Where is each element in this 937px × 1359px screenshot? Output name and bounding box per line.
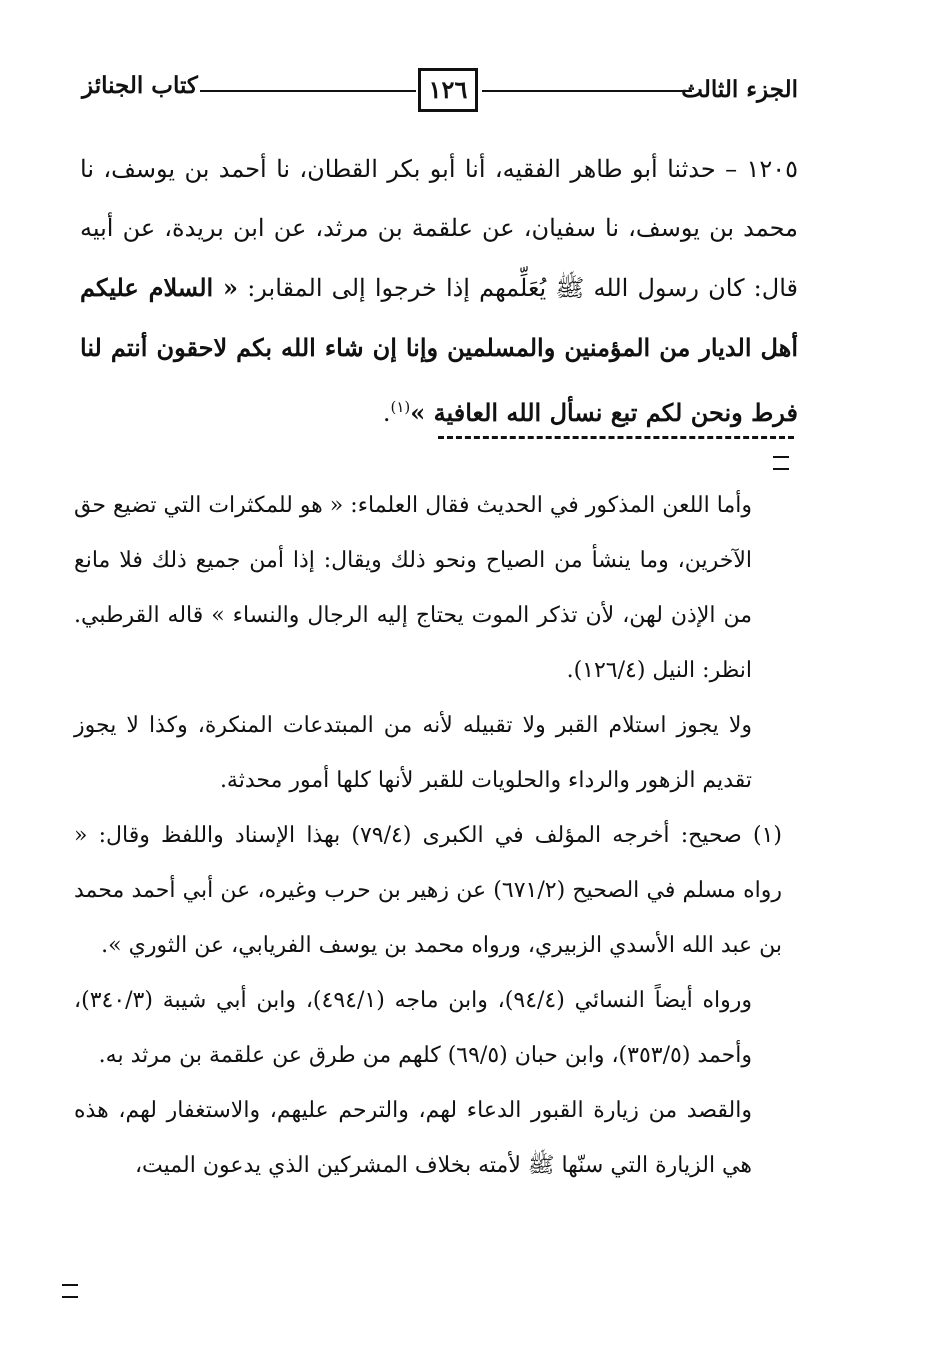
continuation-mark-bottom [62, 1284, 78, 1298]
hadith-paragraph [80, 140, 798, 443]
footnote-1-sources: ورواه أيضاً النسائي (٩٤/٤)، وابن ماجه (٤٩٤/١)، وابن أبي شيبة (٣٤٠/٣)، وأحمد (٣٥٣/٥)، وابن حبان (٦٩/٥) كلهم من طرق عن علقمة بن مرثد به. [74, 988, 752, 1068]
book-chapter-title: كتاب الجنائز [82, 72, 198, 99]
main-text [80, 140, 798, 443]
header-rule-left [200, 90, 416, 92]
footnote-ref: (١) [390, 398, 411, 416]
footnote-1: (١) صحيح: أخرجه المؤلف في الكبرى (٧٩/٤) بهذا الإسناد واللفظ وقال: « رواه مسلم في الصحيح (٦٧١/٢) عن زهير بن حرب وغيره، عن أبي أحمد محمد بن عبد الله الأسدي الزبيري، ورواه محمد بن يوسف الفريابي، عن الثوري ». [74, 823, 782, 958]
hadith-text: « السلام عليكم أهل الديار من المؤمنين والمسلمين وإنا إن شاء الله بكم لاحقون أنتم لنا فرط ونحن لكم تبع نسأل الله العافية » [80, 273, 798, 427]
footnote-ruling: ولا يجوز استلام القبر ولا تقبيله لأنه من المبتدعات المنكرة، وكذا لا يجوز تقديم الزهور والرداء والحلويات للقبر لأنها كلها أمور محدثة. [74, 713, 752, 793]
volume-title: الجزء الثالث [681, 76, 798, 103]
footnote-visit-purpose: والقصد من زيارة القبور الدعاء لهم، والترحم عليهم، والاستغفار لهم، هذه هي الزيارة التي سنّها ﷺ لأمته بخلاف المشركين الذي يدعون الميت، [74, 1098, 752, 1178]
footnotes [74, 478, 782, 1193]
hadith-end: . [382, 399, 391, 427]
footnote-continued: وأما اللعن المذكور في الحديث فقال العلماء: « هو للمكثرات التي تضيع حق الآخرين، وما ينشأ من الصياح ونحو ذلك ويقال: إذا أمن جميع ذلك فلا مانع من الإذن لهن، لأن تذكر الموت يحتاج إليه الرجال والنساء » قاله القرطبي. انظر: النيل (١٢٦/٤). [74, 493, 752, 683]
continuation-mark-top [773, 456, 789, 470]
header-rule-right [482, 90, 692, 92]
page-header [82, 68, 798, 118]
page-number: ١٢٦ [418, 68, 478, 112]
footnote-separator [438, 436, 794, 439]
hadith-chain: ١٢٠٥ – حدثنا أبو طاهر الفقيه، أنا أبو بكر القطان، نا أحمد بن يوسف، نا محمد بن يوسف، نا سفيان، عن علقمة بن مرثد، عن ابن بريدة، عن أبيه قال: كان رسول الله ﷺ يُعَلِّمهم إذا خرجوا إلى المقابر: [80, 155, 798, 302]
